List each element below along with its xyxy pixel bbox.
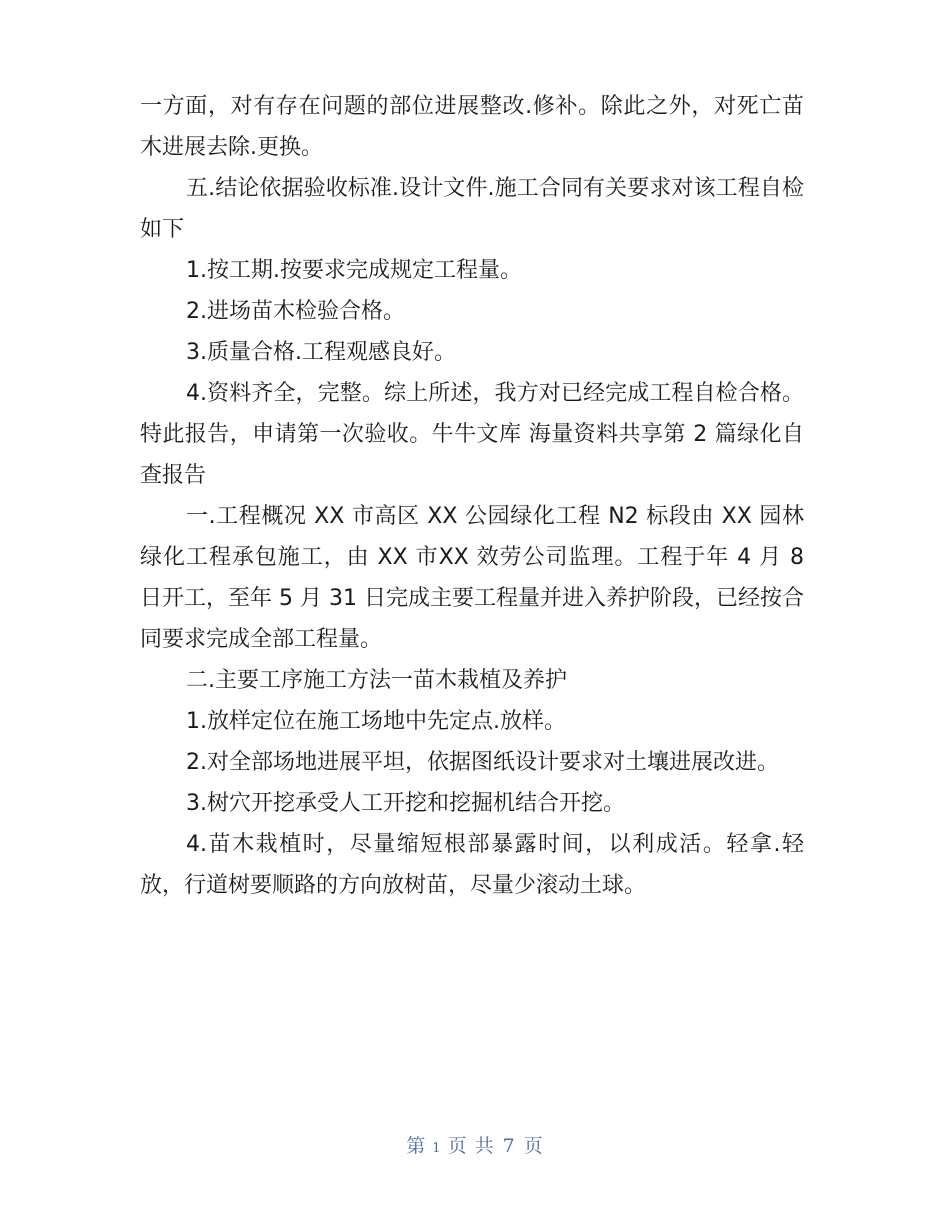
footer-prefix: 第 (406, 1135, 427, 1157)
page-footer (0, 1131, 950, 1158)
paragraph: 1.按工期.按要求完成规定工程量。 (186, 258, 522, 283)
paragraph: 1.放样定位在施工场地中先定点.放样。 (186, 709, 566, 734)
footer-suffix: 页 (523, 1135, 544, 1157)
paragraph: 4.苗木栽植时，尽量缩短根部暴露时间，以利成活。轻拿.轻放，行道树要顺路的方向放树苗，尽量少滚动土球。 (140, 832, 804, 898)
paragraph: 五.结论依据验收标准.设计文件.施工合同有关要求对该工程自检如下 (140, 176, 804, 242)
paragraph: 一方面，对有存在问题的部位进展整改.修补。除此之外，对死亡苗木进展去除.更换。 (140, 94, 804, 160)
paragraph: 3.树穴开挖承受人工开挖和挖掘机结合开挖。 (186, 791, 625, 816)
paragraph: 3.质量合格.工程观感良好。 (186, 340, 456, 365)
current-page-number: 1 (432, 1141, 442, 1156)
paragraph: 二.主要工序施工方法一苗木栽植及养护 (186, 668, 567, 693)
footer-middle: 页 共 (447, 1135, 495, 1157)
total-pages-number: 7 (502, 1135, 516, 1157)
document-body (140, 86, 804, 906)
paragraph: 一.工程概况 XX 市高区 XX 公园绿化工程 N2 标段由 XX 园林绿化工程承包施工，由 XX 市XX 效劳公司监理。工程于年 4 月 8 日开工，至年 5 月 31 日完成主要工程量并进入养护阶段，已经按合同要求完成全部工程量。 (140, 504, 804, 652)
paragraph: 2.对全部场地进展平坦，依据图纸设计要求对土壤进展改进。 (186, 750, 779, 775)
paragraph: 2.进场苗木检验合格。 (186, 299, 405, 324)
paragraph: 4.资料齐全，完整。综上所述，我方对已经完成工程自检合格。特此报告，申请第一次验收。牛牛文库 海量资料共享第 2 篇绿化自查报告 (140, 381, 804, 488)
